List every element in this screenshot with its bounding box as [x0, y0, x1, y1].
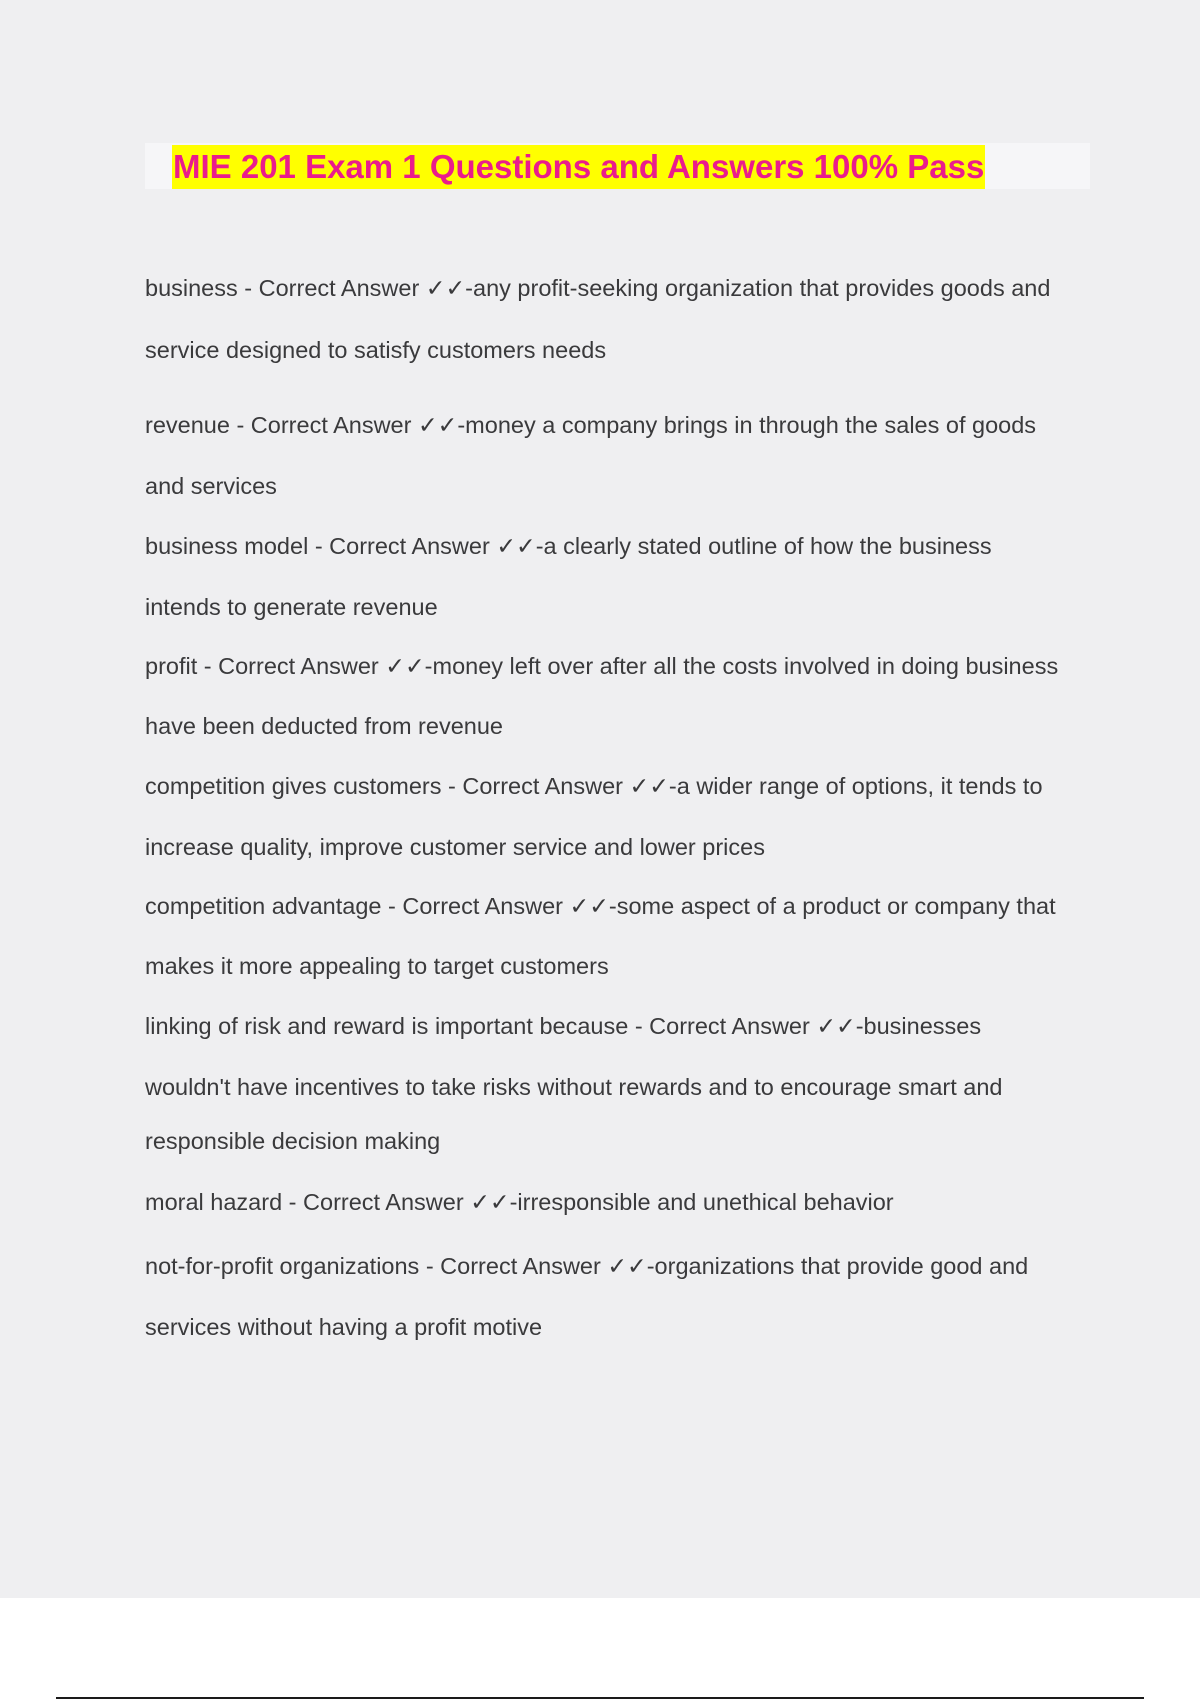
qa-line: profit - Correct Answer ✓✓-money left over after all the costs involved in doing business — [145, 653, 1059, 679]
qa-line: competition gives customers - Correct Answer ✓✓-a wider range of options, it tends to — [145, 773, 1043, 799]
qa-line: wouldn't have incentives to take risks without rewards and to encourage smart and — [145, 1074, 1003, 1100]
qa-line: revenue - Correct Answer ✓✓-money a company brings in through the sales of goods — [145, 412, 1037, 438]
qa-line: responsible decision making — [145, 1128, 441, 1154]
qa-line: and services — [145, 473, 277, 499]
qa-line: competition advantage - Correct Answer ✓✓-some aspect of a product or company that — [145, 893, 1056, 919]
qa-line: increase quality, improve customer service and lower prices — [145, 834, 765, 860]
qa-line: business model - Correct Answer ✓✓-a clearly stated outline of how the business — [145, 533, 992, 559]
qa-line: have been deducted from revenue — [145, 713, 503, 739]
qa-line: makes it more appealing to target customers — [145, 953, 609, 979]
qa-line: not-for-profit organizations - Correct Answer ✓✓-organizations that provide good and — [145, 1253, 1029, 1279]
qa-line: service designed to satisfy customers needs — [145, 337, 607, 363]
qa-line: services without having a profit motive — [145, 1314, 543, 1340]
footer-divider — [56, 1697, 1144, 1699]
qa-line: intends to generate revenue — [145, 594, 438, 620]
qa-line: moral hazard - Correct Answer ✓✓-irresponsible and unethical behavior — [145, 1189, 894, 1215]
qa-line: business - Correct Answer ✓✓-any profit-seeking organization that provides goods and — [145, 275, 1051, 301]
qa-line: linking of risk and reward is important because - Correct Answer ✓✓-businesses — [145, 1013, 982, 1039]
document-title: MIE 201 Exam 1 Questions and Answers 100% Pass — [172, 145, 985, 189]
